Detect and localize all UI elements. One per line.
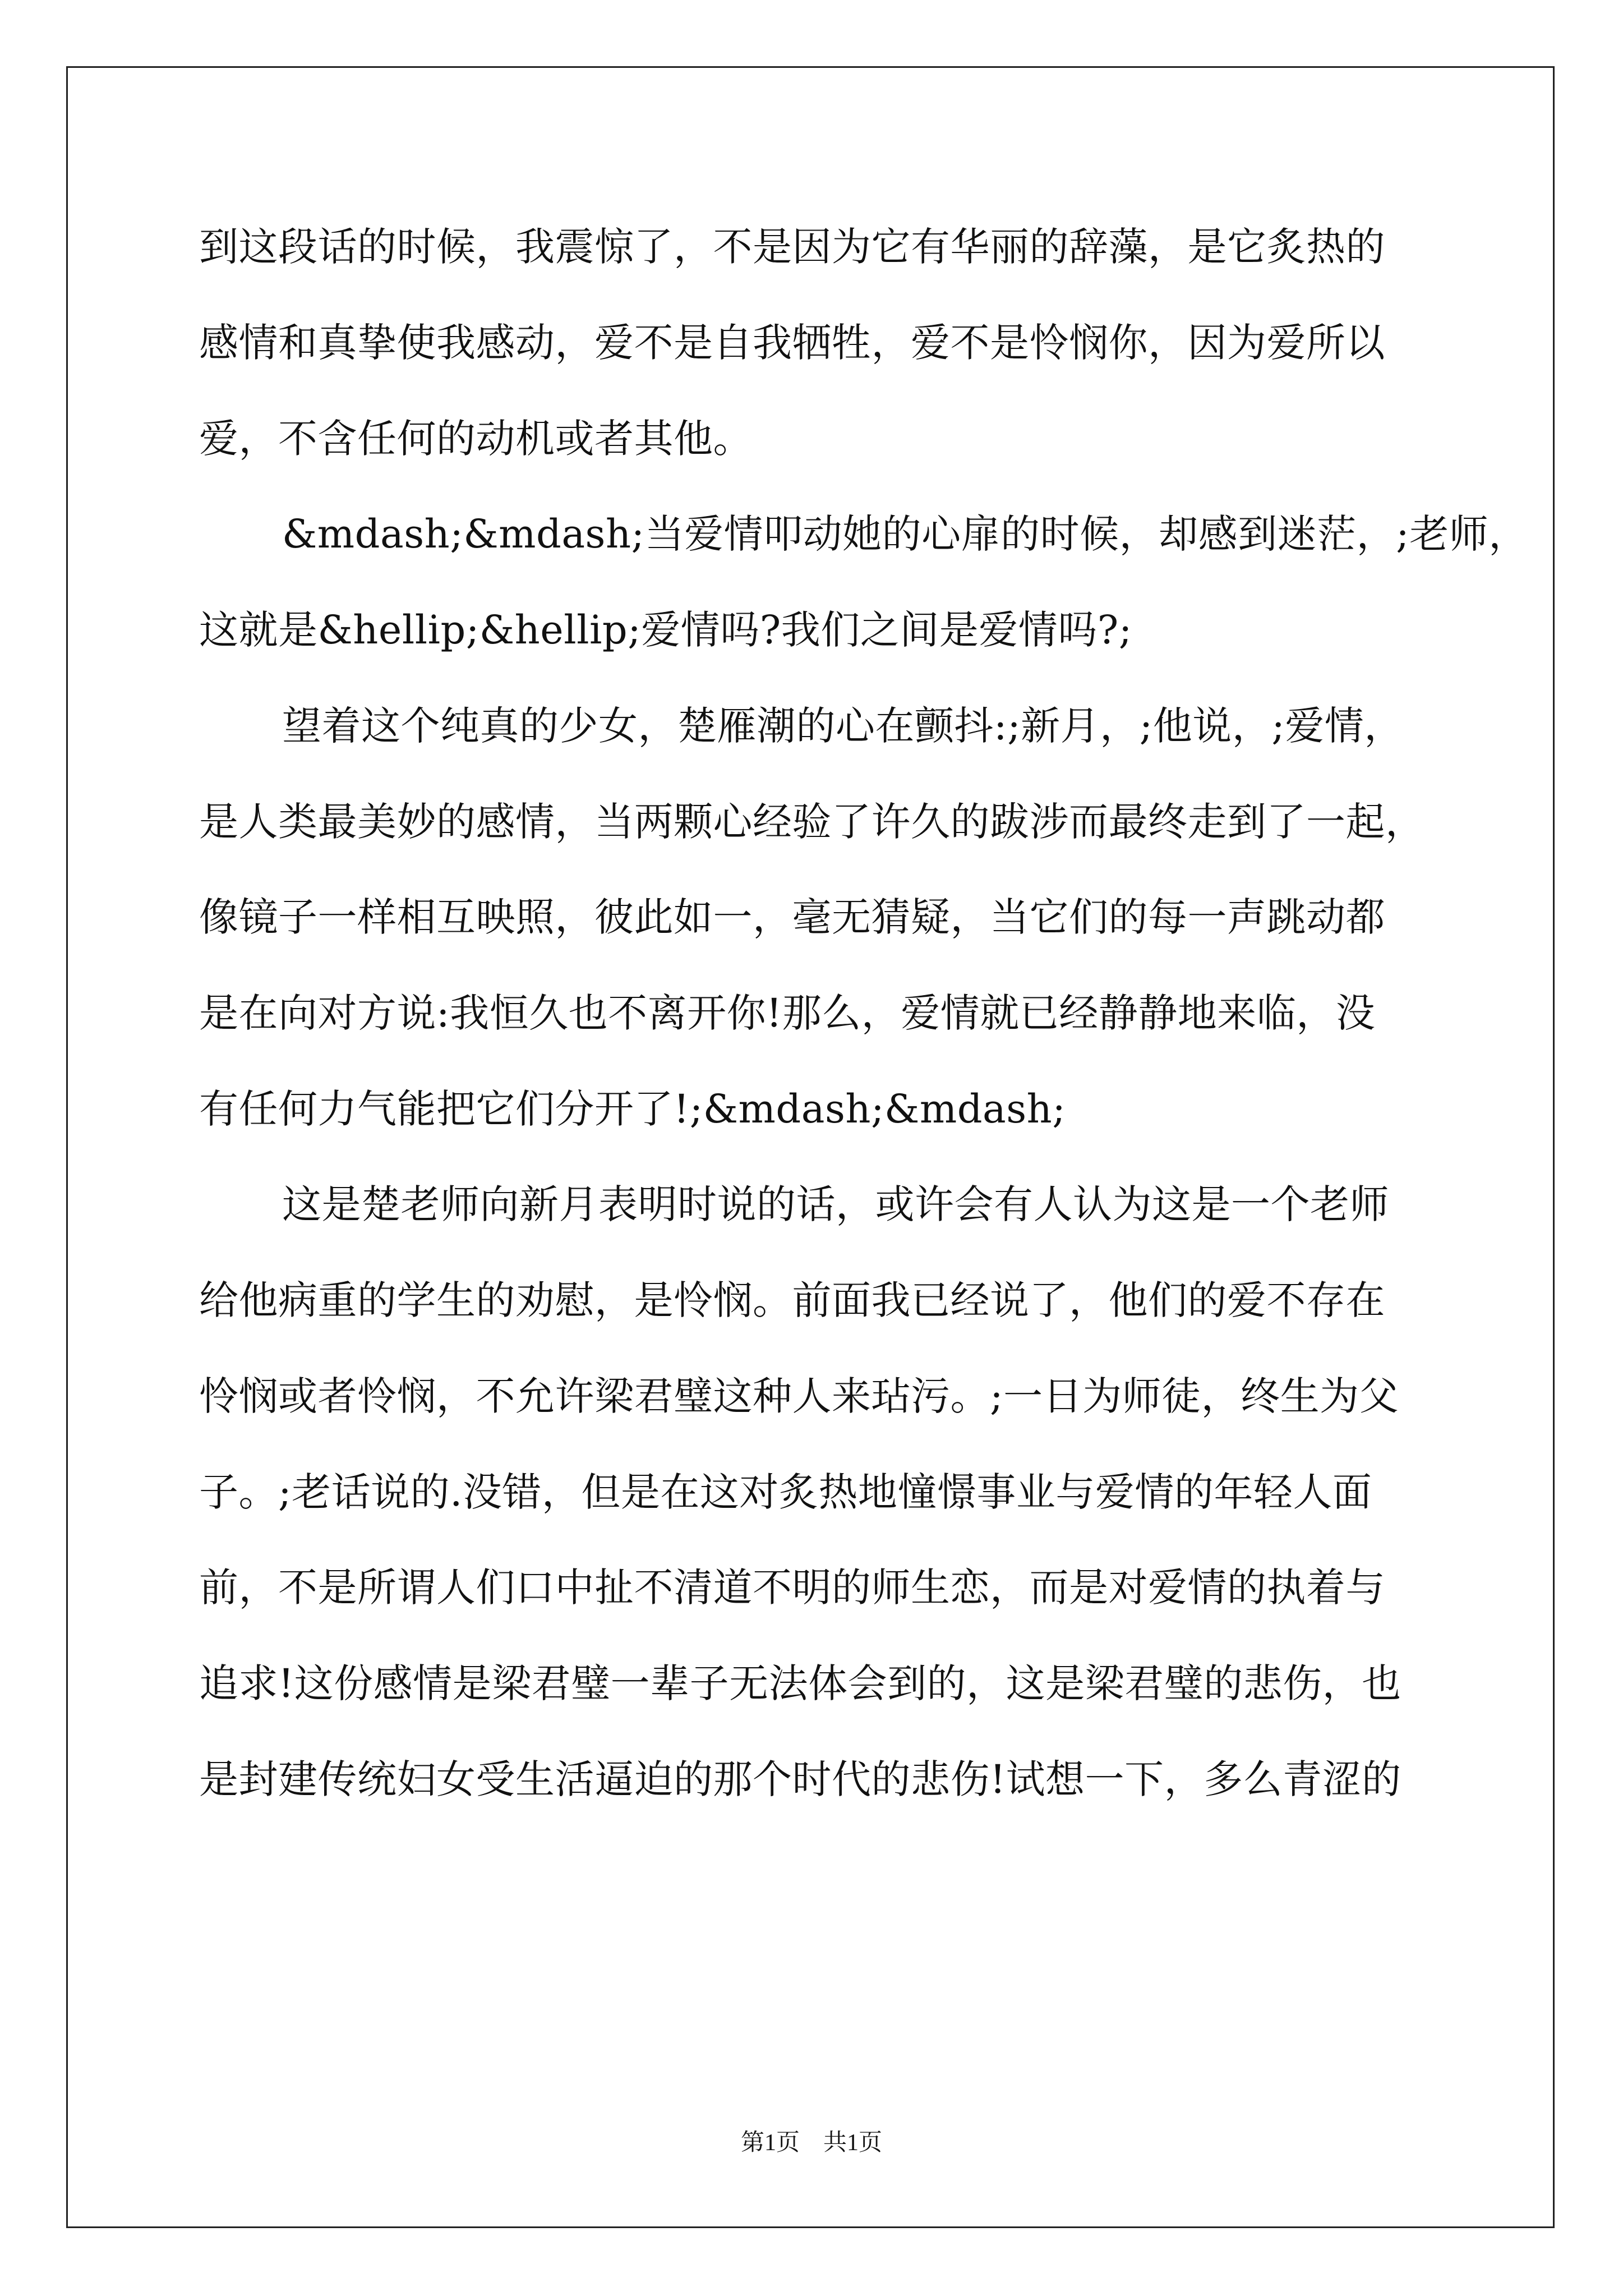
text-line: 是人类最美妙的感情，当两颗心经验了许久的跋涉而最终走到了一起， <box>199 799 1425 845</box>
page-footer: 第1页 共1页 <box>740 2130 882 2156</box>
text-line: 给他病重的学生的劝慰，是怜悯。前面我已经说了，他们的爱不存在 <box>199 1277 1385 1323</box>
text-line: 是在向对方说:我恒久也不离开你!那么，爱情就已经静静地来临，没 <box>199 990 1376 1036</box>
text-line: &mdash;&mdash;当爱情叩动她的心扉的时候，却感到迷茫，;老师， <box>282 511 1528 557</box>
text-line: 这是楚老师向新月表明时说的话，或许会有人认为这是一个老师 <box>282 1181 1389 1227</box>
text-line: 怜悯或者怜悯，不允许梁君璧这种人来玷污。;一日为师徒，终生为父 <box>199 1373 1399 1419</box>
text-line: 追求!这份感情是梁君璧一辈子无法体会到的，这是梁君璧的悲伤，也 <box>199 1660 1401 1706</box>
text-line: 这就是&hellip;&hellip;爱情吗?我们之间是爱情吗?; <box>199 607 1132 653</box>
text-line: 感情和真挚使我感动，爱不是自我牺牲，爱不是怜悯你，因为爱所以 <box>199 320 1385 366</box>
text-line: 子。;老话说的.没错，但是在这对炙热地憧憬事业与爱情的年轻人面 <box>199 1469 1372 1515</box>
text-line: 像镜子一样相互映照，彼此如一，毫无猜疑，当它们的每一声跳动都 <box>199 894 1385 940</box>
text-line: 爱，不含任何的动机或者其他。 <box>199 416 753 462</box>
text-line: 望着这个纯真的少女，楚雁潮的心在颤抖:;新月，;他说，;爱情， <box>282 703 1404 749</box>
text-line: 有任何力气能把它们分开了!;&mdash;&mdash; <box>199 1086 1066 1132</box>
text-line: 到这段话的时候，我震惊了，不是因为它有华丽的辞藻，是它炙热的 <box>199 224 1385 270</box>
text-line: 是封建传统妇女受生活逼迫的那个时代的悲伤!试想一下，多么青涩的 <box>199 1756 1401 1802</box>
page-border <box>66 66 1555 2228</box>
text-line: 前，不是所谓人们口中扯不清道不明的师生恋，而是对爱情的执着与 <box>199 1565 1385 1611</box>
